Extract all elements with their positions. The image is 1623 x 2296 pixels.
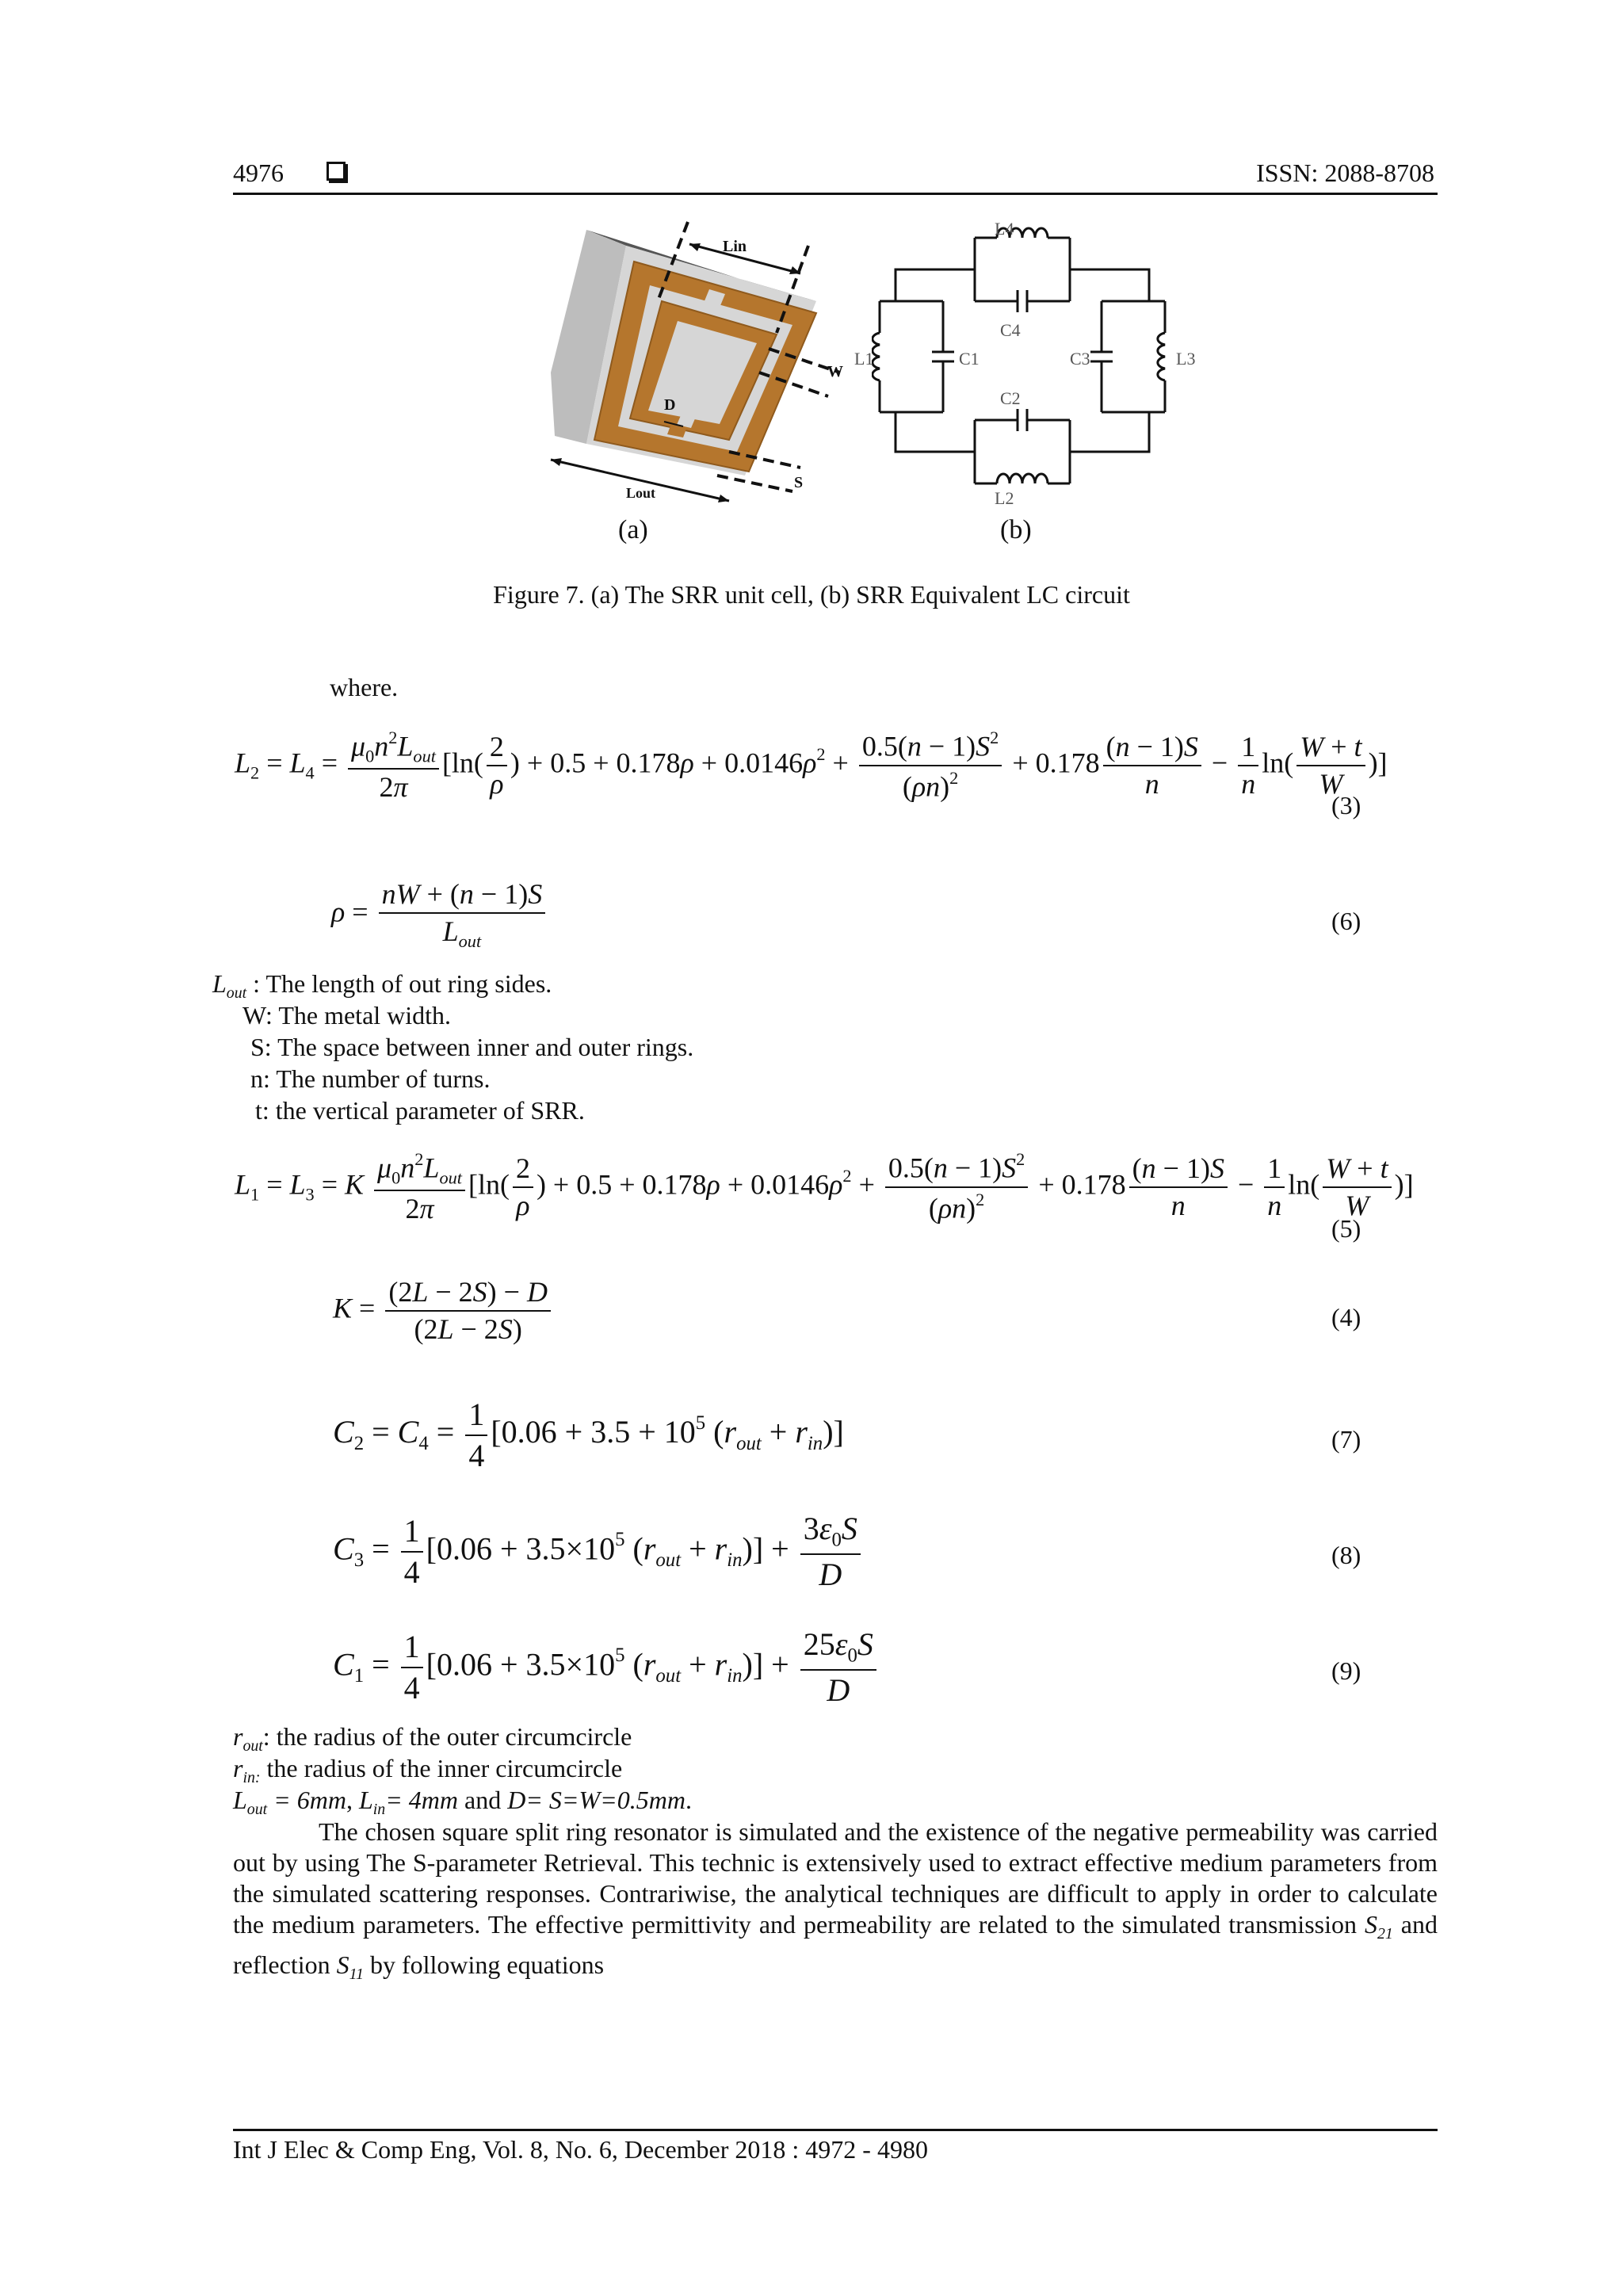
lout-label: Lout xyxy=(626,485,656,501)
equation-8: $C_3$ = $\frac{1}{4}$ [$0.06 + 3.5\times 10^5$ $(r_{out} + r_{in})$] + $\frac{3\varepsilon_0S}{D}$ xyxy=(333,1511,864,1593)
footer-citation: Int J Elec & Comp Eng, Vol. 8, No. 6, December 2018 : 4972 - 4980 xyxy=(233,2135,928,2164)
eq-number-7: (7) xyxy=(1331,1425,1361,1454)
def-rout: $r_{out}$: the radius of the outer circumcircle xyxy=(233,1722,632,1755)
c2-label: C2 xyxy=(1000,388,1021,408)
inductor-l3 xyxy=(1158,333,1165,380)
def-t: t: the vertical parameter of SRR. xyxy=(255,1096,585,1125)
def-w: W: The metal width. xyxy=(242,1001,452,1030)
l4-label: L4 xyxy=(995,219,1014,239)
srr-unit-cell-diagram xyxy=(507,214,872,523)
def-n: n: The number of turns. xyxy=(250,1064,491,1093)
values-line: $L_{out} = 6mm$, $L_{in}= 4mm$ and D= S=W=0.5mm. xyxy=(233,1786,692,1818)
header-square-icon xyxy=(327,162,346,181)
w-label: W xyxy=(827,363,843,380)
def-s: S: The space between inner and outer rings. xyxy=(250,1033,694,1061)
inductor-l2 xyxy=(997,474,1048,483)
eq-number-8: (8) xyxy=(1331,1541,1361,1569)
l1-label: L1 xyxy=(854,349,874,369)
eq-number-9: (9) xyxy=(1331,1656,1361,1685)
lin-label: Lin xyxy=(723,238,747,255)
equation-5: $L_1 = L_3 = K$ $\frac{\mu_0n^2L_{out}}{2\pi}$ [ln( $\frac{2}{\rho}$ ) + $0.5 + 0.178\rho + 0.0146\rho^2$ + $\frac{0.5(n - 1)S^2}{(\rho n)^2}$ + 0.178 $\frac{(n - 1)S}{n}$ − $\frac{1}{n}$ ln( $\frac{W + t}{W}$ )] xyxy=(235,1149,1414,1225)
def-rin: $r_{in:}$ the radius of the inner circumcircle xyxy=(233,1754,623,1786)
def-lout: $L_{out}$ : The length of out ring sides. xyxy=(212,969,552,1002)
where-label: where. xyxy=(330,673,399,701)
equation-9: $C_1$ = $\frac{1}{4}$ [$0.06 + 3.5\times 10^5$ $(r_{out} + r_{in})$] + $\frac{25\varepsilon_0S}{D}$ xyxy=(333,1626,880,1709)
l2-label: L2 xyxy=(995,488,1014,508)
l3-label: L3 xyxy=(1176,349,1196,369)
header-rule xyxy=(233,193,1438,195)
panel-b-label: (b) xyxy=(1000,515,1032,544)
footer-rule xyxy=(233,2129,1438,2131)
eq-number-5: (5) xyxy=(1331,1214,1361,1243)
equation-7: $C_2 = C_4$ = $\frac{1}{4}$ [$0.06 + 3.5 + 10^5$ $(r_{out} + r_{in})$] xyxy=(333,1396,844,1473)
panel-a-label: (a) xyxy=(618,515,648,544)
lc-circuit-diagram xyxy=(872,214,1173,507)
equation-6: K = $\frac{(2L - 2S) - D}{(2L - 2S)}$ xyxy=(333,1276,554,1347)
equation-3: $L_2 = L_4$ = $\frac{\mu_0n^2L_{out}}{2\pi}$ [ln( $\frac{2}{\rho}$ ) + $0.5 + 0.178\rho + 0.0146\rho^2$ + $\frac{0.5(n - 1)S^2}{(\rho n)^2}$ + 0.178 $\frac{(n - 1)S}{n}$ − $\frac{1}{n}$ ln( $\frac{W + t}{W}$ )] xyxy=(235,728,1388,804)
equation-4: ρ = $\frac{nW + (n - 1)S}{L_{out}}$ xyxy=(331,878,548,952)
c4-label: C4 xyxy=(1000,320,1021,340)
issn: ISSN: 2088-8708 xyxy=(1256,159,1434,187)
s-label: S xyxy=(794,474,804,491)
eq-number-4: (6) xyxy=(1331,907,1361,935)
eq-number-3: (3) xyxy=(1331,791,1361,819)
body-paragraph: The chosen square split ring resonator is simulated and the existence of the negative permeability was carried out by using The S-parameter Retrieval. This technic is extensively used to extract effective medium parameters from the simulated scattering responses. Contrariwise, the analytical techniques are difficult to apply in order to calculate the medium parameters. The effective permittivity and permeability are related to the simulated transmission $S_{21}$ and reflection $S_{11}$ by following equations xyxy=(233,1817,1438,1983)
page-number: 4976 xyxy=(233,159,284,187)
c1-label: C1 xyxy=(959,349,980,369)
figure-caption: Figure 7. (a) The SRR unit cell, (b) SRR Equivalent LC circuit xyxy=(493,580,1130,609)
c3-label: C3 xyxy=(1070,349,1090,369)
eq-number-6: (4) xyxy=(1331,1303,1361,1331)
d-label: D xyxy=(664,396,676,414)
